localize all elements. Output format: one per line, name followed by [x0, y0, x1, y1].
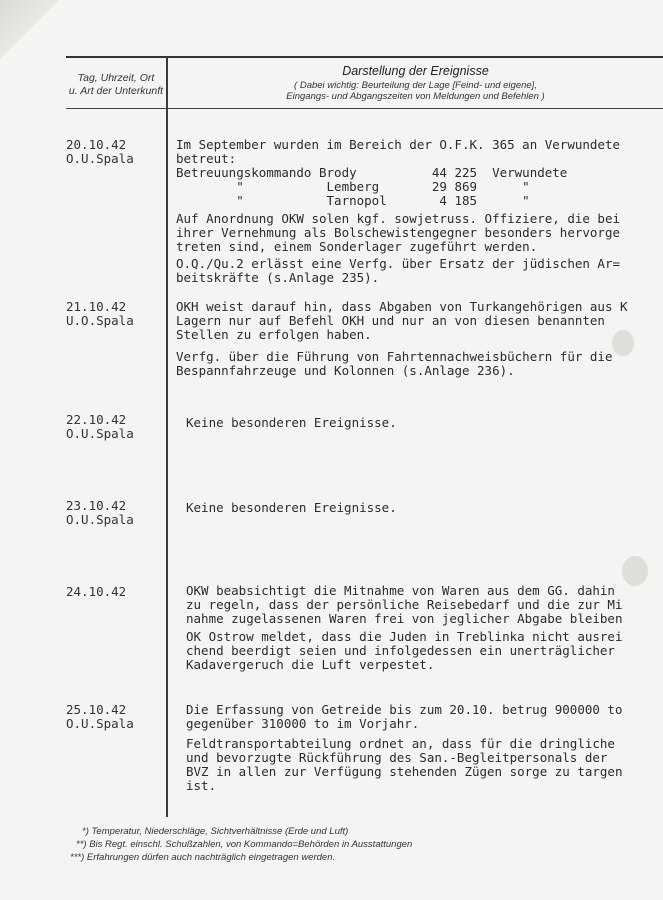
entry-date: 20.10.42 O.U.Spala	[66, 137, 134, 166]
column-divider	[166, 57, 168, 817]
footnote: *) Temperatur, Niederschläge, Sichtverhältnisse (Erde und Luft)	[82, 826, 349, 837]
entry-paragraph: Im September wurden im Bereich der O.F.K. 365 an Verwundete betreut: Betreuungskommando Brody 44 225 Verwundete " Lemberg 29 869 " " Tarnopol 4 185 "	[176, 137, 621, 208]
column-header-subtitle-line1: ( Dabei wichtig: Beurteilung der Lage [Feind- und eigene],	[294, 80, 537, 91]
ink-smudge	[622, 556, 648, 586]
entry-paragraph: OK Ostrow meldet, dass die Juden in Treblinka nicht ausrei chend beerdigt seien und infolgedessen ein unerträglicher Kadavergeruch die Luft verpestet.	[186, 629, 623, 672]
entry-paragraph: OKW beabsichtigt die Mitnahme von Waren aus dem GG. dahin zu regeln, dass der persönliche Reisebedarf und die zur Mi nahme zugelassenen Waren frei von jeglicher Abgabe bleiben	[186, 583, 623, 626]
column-header-subtitle-line2: Eingangs- und Abgangszeiten von Meldungen und Befehlen )	[286, 91, 545, 102]
entry-paragraph: Auf Anordnung OKW solen kgf. sowjetruss. Offiziere, die bei ihrer Vernehmung als Bolschewistengegner besonders hervorge treten sind, einem Sonderlager zugeführt werden.	[176, 211, 621, 254]
entry-date: 21.10.42 U.O.Spala	[66, 299, 134, 328]
entry-date: 24.10.42	[66, 584, 127, 599]
footnote: **) Bis Regt. einschl. Schußzahlen, von Kommando=Behörden in Ausstattungen	[76, 839, 413, 850]
entry-paragraph: OKH weist darauf hin, dass Abgaben von Turkangehörigen aus K Lagern nur auf Befehl OKH und nur an von diesen benannten Stellen zu erfolgen haben.	[176, 299, 628, 342]
entry-date: 25.10.42 O.U.Spala	[66, 702, 134, 731]
entry-paragraph: O.Q./Qu.2 erlässt eine Verfg. über Ersatz der jüdischen Ar= beitskräfte (s.Anlage 235).	[176, 256, 621, 285]
column-header-subtitle	[168, 80, 663, 102]
column-header-date-line2: u. Art der Unterkunft	[68, 85, 164, 97]
entry-date: 23.10.42 O.U.Spala	[66, 498, 134, 527]
entry-paragraph: Keine besonderen Ereignisse.	[186, 500, 397, 515]
entry-paragraph: Feldtransportabteilung ordnet an, dass für die dringliche und bevorzugte Rückführung des San.-Begleitpersonals der BVZ in allen zur Verfügung stehenden Zügen sorge zu targen ist.	[186, 736, 623, 793]
entry-paragraph: Verfg. über die Führung von Fahrtennachweisbüchern für die Bespannfahrzeuge und Kolonnen (s.Anlage 236).	[176, 349, 613, 378]
column-header-date-line1: Tag, Uhrzeit, Ort	[77, 72, 155, 84]
folded-corner	[0, 0, 70, 60]
header-bottom-rule	[66, 108, 663, 109]
entry-paragraph: Keine besonderen Ereignisse.	[186, 415, 397, 430]
column-header-title: Darstellung der Ereignisse	[342, 64, 489, 78]
header-top-rule	[66, 56, 663, 58]
entry-paragraph: Die Erfassung von Getreide bis zum 20.10. betrug 900000 to gegenüber 310000 to im Vorjahr.	[186, 702, 623, 731]
column-header-date	[68, 72, 164, 98]
entry-date: 22.10.42 O.U.Spala	[66, 412, 134, 441]
footnote: ***) Erfahrungen dürfen auch nachträglich eingetragen werden.	[70, 852, 336, 863]
